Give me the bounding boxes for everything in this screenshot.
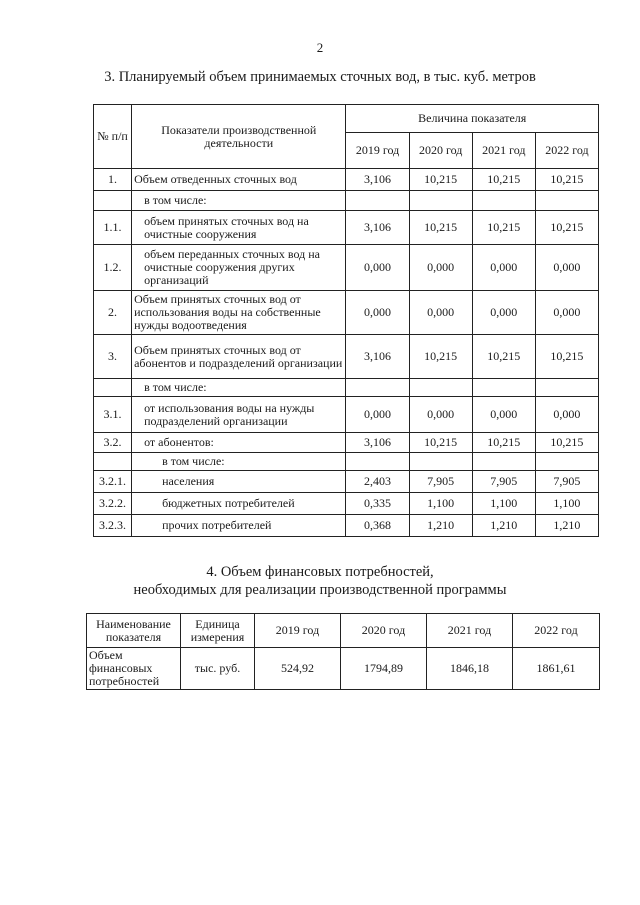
- row-value: [535, 191, 598, 211]
- fin-header-year: 2020 год: [341, 614, 427, 648]
- fin-header-year: 2022 год: [513, 614, 600, 648]
- row-label: Объем принятых сточных вод от абонентов и подразделений организации: [132, 335, 346, 379]
- row-value: 0,000: [472, 291, 535, 335]
- row-value: [409, 379, 472, 397]
- row-number: [94, 379, 132, 397]
- header-year: 2020 год: [409, 133, 472, 169]
- fin-header-year: 2019 год: [255, 614, 341, 648]
- fin-row-name: Объем финансовых потребностей: [87, 648, 181, 690]
- section3-title: 3. Планируемый объем принимаемых сточных вод, в тыс. куб. метров: [104, 69, 536, 85]
- row-value: 7,905: [535, 471, 598, 493]
- row-value: [346, 453, 409, 471]
- row-value: 0,000: [409, 291, 472, 335]
- row-value: 0,000: [346, 245, 409, 291]
- fin-row-value: 1794,89: [341, 648, 427, 690]
- row-value: 3,106: [346, 211, 409, 245]
- row-number: 1.: [94, 169, 132, 191]
- row-value: 0,000: [472, 245, 535, 291]
- row-number: 3.1.: [94, 397, 132, 433]
- header-year: 2019 год: [346, 133, 409, 169]
- table-row: [94, 493, 599, 515]
- fin-row-value: 524,92: [255, 648, 341, 690]
- row-value: 0,000: [346, 291, 409, 335]
- row-label: в том числе:: [132, 453, 346, 471]
- row-value: 2,403: [346, 471, 409, 493]
- table-row: [94, 291, 599, 335]
- row-number: [94, 453, 132, 471]
- wastewater-volume-table: [93, 104, 599, 537]
- row-value: [472, 453, 535, 471]
- financial-needs-table: [86, 613, 600, 690]
- row-number: 3.2.: [94, 433, 132, 453]
- row-number: [94, 191, 132, 211]
- row-value: 0,000: [535, 245, 598, 291]
- row-value: 0,000: [409, 245, 472, 291]
- fin-row-value: 1861,61: [513, 648, 600, 690]
- row-value: 10,215: [535, 433, 598, 453]
- page-number: 2: [316, 40, 324, 55]
- row-value: 10,215: [409, 211, 472, 245]
- header-value-group: Величина показателя: [346, 105, 599, 133]
- table-row: [94, 191, 599, 211]
- fin-header-unit: Единица измерения: [181, 614, 255, 648]
- row-value: 3,106: [346, 335, 409, 379]
- row-value: 0,335: [346, 493, 409, 515]
- header-year: 2022 год: [535, 133, 598, 169]
- row-value: 10,215: [472, 169, 535, 191]
- header-num: № п/п: [94, 105, 132, 169]
- row-value: [535, 453, 598, 471]
- row-value: 0,000: [472, 397, 535, 433]
- row-label: населения: [132, 471, 346, 493]
- row-value: 0,000: [346, 397, 409, 433]
- row-value: 0,368: [346, 515, 409, 537]
- row-label: объем принятых сточных вод на очистные сооружения: [132, 211, 346, 245]
- header-indicator: Показатели производственной деятельности: [132, 105, 346, 169]
- row-label: прочих потребителей: [132, 515, 346, 537]
- row-value: 1,210: [409, 515, 472, 537]
- row-number: 3.2.3.: [94, 515, 132, 537]
- row-value: 0,000: [535, 291, 598, 335]
- row-value: 10,215: [409, 335, 472, 379]
- fin-header-year: 2021 год: [427, 614, 513, 648]
- row-number: 2.: [94, 291, 132, 335]
- fin-header-name: Наименование показателя: [87, 614, 181, 648]
- fin-row-value: 1846,18: [427, 648, 513, 690]
- row-value: 3,106: [346, 433, 409, 453]
- row-value: 10,215: [472, 433, 535, 453]
- row-label: от использования воды на нужды подразделений организации: [132, 397, 346, 433]
- row-label: Объем принятых сточных вод от использования воды на собственные нужды водоотведения: [132, 291, 346, 335]
- row-value: 1,210: [535, 515, 598, 537]
- row-value: 1,100: [409, 493, 472, 515]
- row-label: в том числе:: [132, 379, 346, 397]
- row-number: 3.2.2.: [94, 493, 132, 515]
- table-row: [94, 379, 599, 397]
- table-row: [94, 245, 599, 291]
- row-value: 7,905: [472, 471, 535, 493]
- row-label: Объем отведенных сточных вод: [132, 169, 346, 191]
- row-number: 3.: [94, 335, 132, 379]
- row-label: от абонентов:: [132, 433, 346, 453]
- table-row: [94, 515, 599, 537]
- row-number: 1.1.: [94, 211, 132, 245]
- row-label: объем переданных сточных вод на очистные сооружения других организаций: [132, 245, 346, 291]
- table-row: [94, 169, 599, 191]
- row-value: 10,215: [409, 169, 472, 191]
- header-year: 2021 год: [472, 133, 535, 169]
- row-number: 1.2.: [94, 245, 132, 291]
- row-value: [472, 191, 535, 211]
- row-value: [409, 191, 472, 211]
- table-row: [94, 453, 599, 471]
- row-value: 3,106: [346, 169, 409, 191]
- row-label: бюджетных потребителей: [132, 493, 346, 515]
- row-value: 10,215: [472, 335, 535, 379]
- row-value: 0,000: [535, 397, 598, 433]
- fin-row-unit: тыс. руб.: [181, 648, 255, 690]
- row-value: [472, 379, 535, 397]
- row-value: [409, 453, 472, 471]
- row-value: [346, 191, 409, 211]
- table-row: [94, 335, 599, 379]
- row-value: 10,215: [409, 433, 472, 453]
- row-value: 10,215: [472, 211, 535, 245]
- table-row: [94, 211, 599, 245]
- row-value: 1,210: [472, 515, 535, 537]
- row-label: в том числе:: [132, 191, 346, 211]
- row-value: 10,215: [535, 211, 598, 245]
- row-value: 10,215: [535, 169, 598, 191]
- row-value: [535, 379, 598, 397]
- section4-title-line1: 4. Объем финансовых потребностей,: [206, 564, 434, 580]
- section4-title-line2: необходимых для реализации производственной программы: [133, 582, 507, 598]
- row-value: 0,000: [409, 397, 472, 433]
- row-number: 3.2.1.: [94, 471, 132, 493]
- table-row: [94, 433, 599, 453]
- row-value: 10,215: [535, 335, 598, 379]
- row-value: 7,905: [409, 471, 472, 493]
- table-row: [94, 397, 599, 433]
- row-value: 1,100: [472, 493, 535, 515]
- row-value: 1,100: [535, 493, 598, 515]
- table-row: [94, 471, 599, 493]
- row-value: [346, 379, 409, 397]
